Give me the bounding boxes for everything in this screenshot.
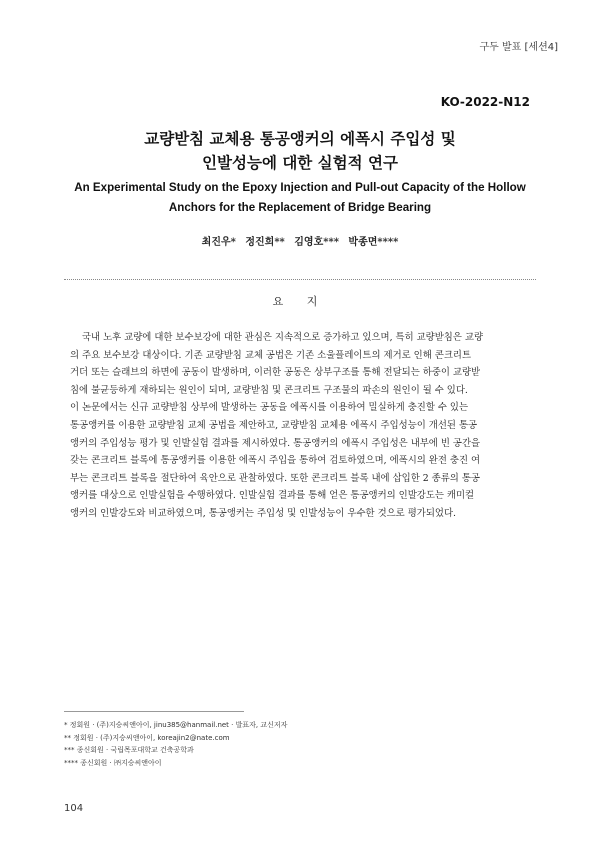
abstract-line: 이 논문에서는 신규 교량받침 상부에 발생하는 공동을 에폭시를 이용하여 밀실하게 충진할 수 있는 xyxy=(70,402,469,414)
abstract-line: 거더 또는 슬래브의 하면에 공동이 발생하며, 이러한 공동은 상부구조를 통해 전달되는 하중이 교량받 xyxy=(70,367,481,379)
author-list: 최진우* 정진희** 김영호*** 박종면**** xyxy=(201,237,399,248)
abstract-line: 갖는 콘크리트 블록에 통공앵커를 이용한 에폭시 주입을 통하여 검토하였으며, 에폭시의 완전 충진 여 xyxy=(70,455,481,467)
page-number: 104 xyxy=(64,803,84,814)
session-tag: 구두 발표 [세션4] xyxy=(479,42,558,53)
english-title-line-2: Anchors for the Replacement of Bridge Bearing xyxy=(168,201,432,214)
abstract-line: 앵커를 대상으로 인발실험을 수행하였다. 인발실험 결과를 통해 얻은 통공앵커의 인발강도는 캐미컬 xyxy=(70,490,475,502)
abstract-line: 통공앵커를 이용한 교량받침 교체 공법을 제안하고, 교량받침 교체용 에폭시 주입성능이 개선된 통공 xyxy=(70,419,478,431)
footnotes xyxy=(64,719,287,769)
abstract-line: 국내 노후 교량에 대한 보수보강에 대한 관심은 지속적으로 증가하고 있으며, 특히 교량받침은 교량 xyxy=(82,332,483,343)
abstract-line: 의 주요 보수보강 대상이다. 기존 교량받침 교체 공법은 기존 소울플레이트의 제거로 인해 콘크리트 xyxy=(70,349,471,361)
section-divider xyxy=(64,279,536,280)
footnote-rule xyxy=(64,711,244,712)
abstract-body xyxy=(70,329,530,523)
paper-id: KO-2022-N12 xyxy=(440,95,530,109)
abstract-heading: 요 지 xyxy=(272,295,328,308)
abstract-line: 앵커의 주입성능 평가 및 인발실험 결과를 제시하였다. 통공앵커의 에폭시 주입성은 내부에 빈 공간을 xyxy=(70,437,481,449)
korean-title xyxy=(0,127,600,175)
korean-title-line-1: 교량받침 교체용 통공앵커의 에폭시 주입성 및 xyxy=(144,130,456,148)
english-title xyxy=(40,178,560,218)
abstract-line: 부는 콘크리트 블록을 절단하여 육안으로 관찰하였다. 또한 콘크리트 블록 내에 삽입한 2 종류의 통공 xyxy=(70,472,480,484)
footnote-3: *** 종신회원 · 국립목포대학교 건축공학과 xyxy=(64,746,194,755)
footnote-1: * 정회원 · (주)지승씨앤아이, jinu385@hanmail.net · 발표자, 교신저자 xyxy=(64,721,288,729)
footnote-4: **** 종신회원 · ㈜지승씨앤아이 xyxy=(64,758,162,767)
footnote-2: ** 정회원 · (주)지승씨앤아이, koreajin2@nate.com xyxy=(64,733,230,742)
korean-title-line-2: 인발성능에 대한 실험적 연구 xyxy=(202,154,398,172)
english-title-line-1: An Experimental Study on the Epoxy Injection and Pull-out Capacity of the Hollow xyxy=(74,181,526,194)
abstract-line: 침에 불균등하게 재하되는 원인이 되며, 교량받침 및 콘크리트 구조물의 파손의 원인이 될 수 있다. xyxy=(70,384,468,396)
abstract-line: 앵커의 인발강도와 비교하였으며, 통공앵커는 주입성 및 인발성능이 우수한 것으로 평가되었다. xyxy=(70,507,456,519)
